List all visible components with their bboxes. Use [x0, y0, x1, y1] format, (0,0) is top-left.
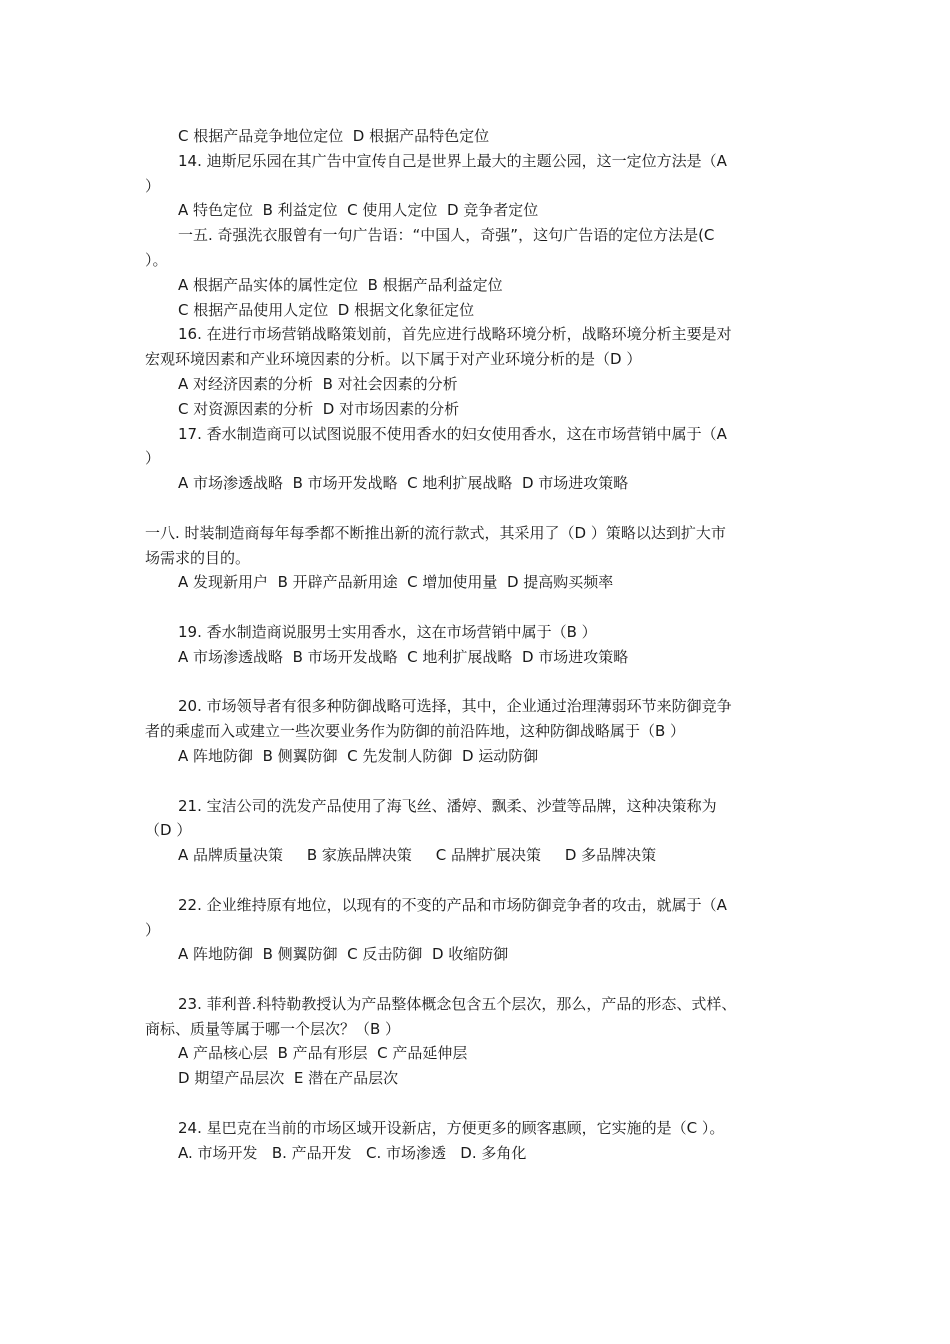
text-line: A. 市场开发 B. 产品开发 C. 市场渗透 D. 多角化	[178, 1143, 527, 1162]
text-line: A 根据产品实体的属性定位 B 根据产品利益定位	[178, 275, 503, 294]
text-line: 一五. 奇强洗衣服曾有一句广告语：“中国人，奇强”，这句广告语的定位方法是(C	[178, 226, 715, 245]
text-line: 21. 宝洁公司的洗发产品使用了海飞丝、潘婷、飘柔、沙萱等品牌，这种决策称为	[178, 796, 717, 815]
text-line: A 阵地防御 B 侧翼防御 C 先发制人防御 D 运动防御	[178, 746, 539, 765]
blank-line	[145, 595, 805, 620]
text-line: C 根据产品竞争地位定位 D 根据产品特色定位	[178, 127, 490, 145]
text-line: 20. 市场领导者有很多种防御战略可选择，其中，企业通过治理薄弱环节来防御竞争	[178, 697, 732, 716]
text-line: A 品牌质量决策 B 家族品牌决策 C 品牌扩展决策 D 多品牌决策	[178, 846, 657, 865]
text-line: ）	[145, 449, 161, 468]
text-line: 17. 香水制造商可以试图说服不使用香水的妇女使用香水，这在市场营销中属于（A	[178, 424, 727, 443]
text-line: A 阵地防御 B 侧翼防御 C 反击防御 D 收缩防御	[178, 945, 509, 964]
text-line: A 市场渗透战略 B 市场开发战略 C 地利扩展战略 D 市场进攻策略	[178, 647, 629, 666]
text-line: A 市场渗透战略 B 市场开发战略 C 地利扩展战略 D 市场进攻策略	[178, 474, 629, 493]
text-line: D 期望产品层次 E 潜在产品层次	[178, 1069, 399, 1088]
text-line: A 发现新用户 B 开辟产品新用途 C 增加使用量 D 提高购买频率	[178, 573, 614, 592]
text-line: 24. 星巴克在当前的市场区域开设新店，方便更多的顾客惠顾，它实施的是（C ）。	[178, 1118, 725, 1137]
text-line: 商标、质量等属于哪一个层次？（B ）	[145, 1019, 401, 1038]
text-line: 场需求的目的。	[145, 548, 251, 567]
text-line: ）	[145, 176, 161, 195]
text-line: C 根据产品使用人定位 D 根据文化象征定位	[178, 300, 475, 319]
blank-line	[145, 670, 805, 695]
text-line: A 产品核心层 B 产品有形层 C 产品延伸层	[178, 1044, 468, 1063]
document-page	[145, 124, 805, 1165]
text-line: A 特色定位 B 利益定位 C 使用人定位 D 竞争者定位	[178, 201, 539, 220]
text-line: 14. 迪斯尼乐园在其广告中宣传自己是世界上最大的主题公园，这一定位方法是（A	[178, 151, 727, 170]
text-line: 22. 企业维持原有地位，以现有的不变的产品和市场防御竞争者的攻击，就属于（A	[178, 895, 727, 914]
text-line: ）。	[145, 250, 168, 269]
blank-line	[145, 1091, 805, 1116]
text-line: ）	[145, 920, 161, 939]
text-line: A 对经济因素的分析 B 对社会因素的分析	[178, 374, 458, 393]
blank-line	[145, 769, 805, 794]
text-line: 23. 菲利普.科特勒教授认为产品整体概念包含五个层次，那么，产品的形态、式样、	[178, 994, 737, 1013]
text-line: （D ）	[145, 821, 192, 840]
text-line: 宏观环境因素和产业环境因素的分析。以下属于对产业环境分析的是（D ）	[145, 350, 642, 369]
text-line: C 对资源因素的分析 D 对市场因素的分析	[178, 399, 460, 418]
text-line: 者的乘虚而入或建立一些次要业务作为防御的前沿阵地，这种防御战略属于（B ）	[145, 722, 686, 741]
text-line: 一八. 时装制造商每年每季都不断推出新的流行款式，其采用了（D ）策略以达到扩大市	[145, 523, 726, 542]
blank-line	[145, 496, 805, 521]
blank-line	[145, 868, 805, 893]
blank-line	[145, 967, 805, 992]
text-line: 19. 香水制造商说服男士实用香水，这在市场营销中属于（B ）	[178, 622, 597, 641]
text-line: 16. 在进行市场营销战略策划前，首先应进行战略环境分析，战略环境分析主要是对	[178, 325, 732, 344]
